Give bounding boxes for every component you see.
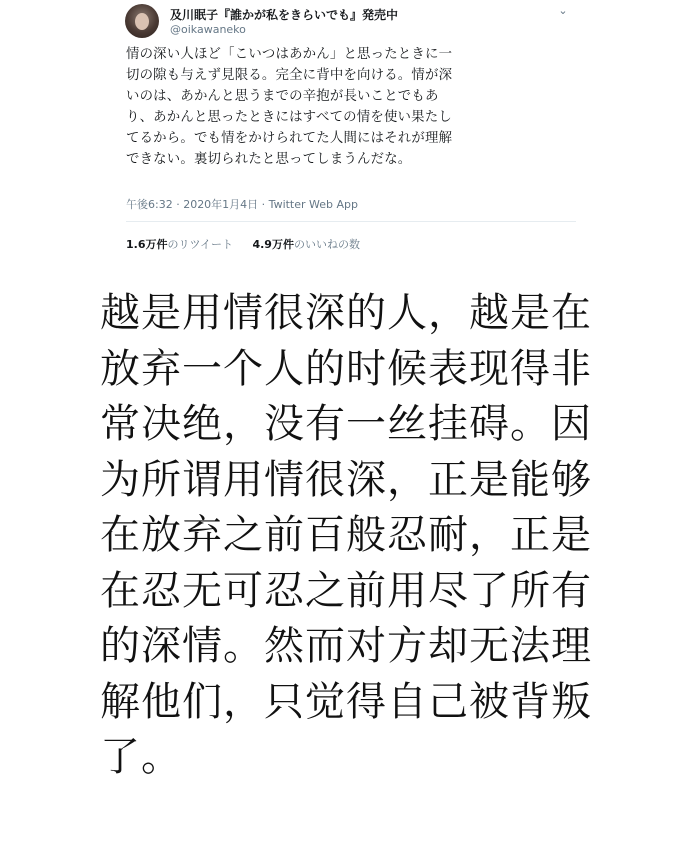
translation-line: 解他们，只觉得自己被背叛 xyxy=(100,678,592,725)
like-label: のいいねの数 xyxy=(293,238,360,251)
translation-line: 越是用情很深的人，越是在 xyxy=(100,290,592,336)
translation-line: 在放弃之前百般忍耐，正是 xyxy=(100,512,592,558)
retweet-stat[interactable] xyxy=(126,238,233,251)
tweet-text-line: いのは、あかんと思うまでの辛抱が長いことでもあ xyxy=(126,89,439,104)
tweet-text-line: 切の隙も与えず見限る。完全に背中を向ける。情が深 xyxy=(126,68,453,83)
tweet-stats xyxy=(126,236,376,252)
display-name[interactable]: 及川眠子『誰かが私をきらいでも』発売中 xyxy=(170,8,399,22)
avatar-face xyxy=(135,13,149,30)
avatar[interactable] xyxy=(125,4,159,38)
tweet-text-line: てるから。でも情をかけられてた人間にはそれが理解 xyxy=(126,131,453,146)
tweet-timestamp[interactable]: 午後6:32 · 2020年1月4日 · Twitter Web App xyxy=(126,198,359,211)
tweet-text-line: り、あかんと思ったときにはすべての情を使い果たし xyxy=(126,110,452,125)
translation-line: 在忍无可忍之前用尽了所有 xyxy=(100,567,592,614)
retweet-label: のリツイート xyxy=(167,238,233,251)
like-count: 4.9万件 xyxy=(252,238,294,251)
translation-line: 为所谓用情很深，正是能够 xyxy=(100,456,592,503)
translation-line: 放弃一个人的时候表现得非 xyxy=(100,345,592,392)
translation-line: 了。 xyxy=(100,734,182,780)
tweet-text xyxy=(126,44,576,170)
divider xyxy=(126,221,576,222)
chevron-down-icon[interactable]: ⌄ xyxy=(558,4,568,17)
retweet-count: 1.6万件 xyxy=(126,238,168,251)
like-stat[interactable] xyxy=(252,238,360,251)
translation-text xyxy=(100,286,620,786)
translation-line: 的深情。然而对方却无法理 xyxy=(100,623,592,669)
tweet-text-line: できない。裏切られたと思ってしまうんだな。 xyxy=(126,152,412,167)
user-handle[interactable]: @oikawaneko xyxy=(170,23,246,36)
tweet-text-line: 情の深い人ほど「こいつはあかん」と思ったときに一 xyxy=(126,47,453,62)
translation-line: 常决绝，没有一丝挂碍。因 xyxy=(100,401,592,447)
tweet-card xyxy=(0,0,690,262)
